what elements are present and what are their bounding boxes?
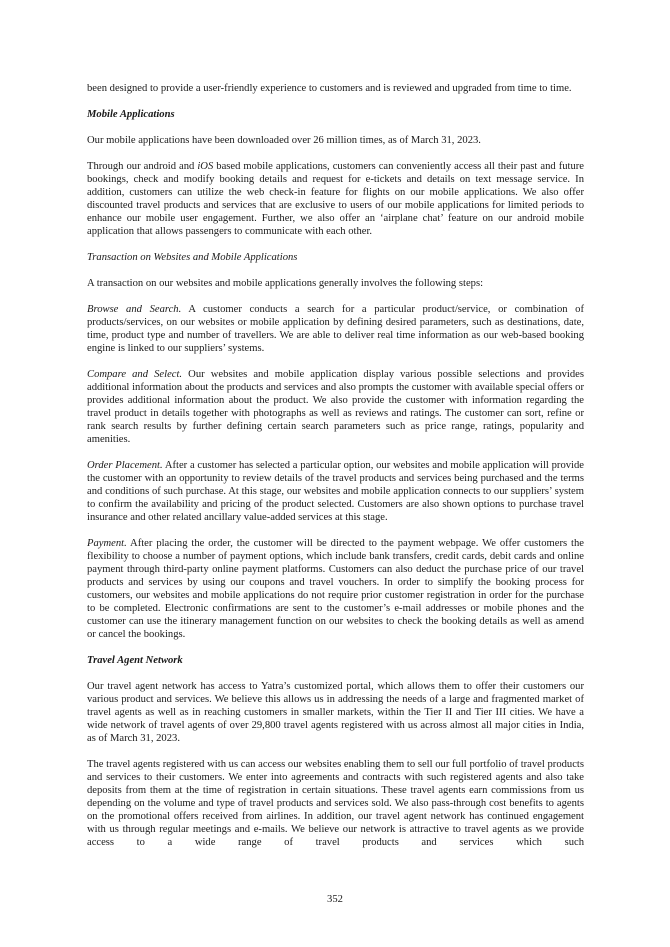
- text: Our websites and mobile application display various possible selections and provides additional information about the products and services and also prompts the customer with available special offers or provides additional information about the product. We also provide the customer with information regarding the travel product in details together with photographs as well as reviews and ratings. The customer can sort, refine or rank search results by further defining certain search parameters such as price range, ratings, popularity and amenities.: [87, 369, 584, 445]
- lead-in: Payment.: [87, 538, 127, 549]
- heading-mobile-applications: Mobile Applications: [87, 109, 175, 120]
- page-number: 352: [327, 894, 343, 905]
- text: After placing the order, the customer will be directed to the payment webpage. We offer customers the flexibility to choose a number of payment options, which include bank transfers, credit cards, debit cards and online payment through third-party online payment platforms. Customers can also deduct the purchase price of our travel products and services by using our coupons and travel vouchers. In order to simplify the booking process for customers, our websites and mobile applications do not require prior customer registration in order for the purchase to be completed. Electronic confirmations are sent to the customer’s e-mail addresses or mobile phones and the customer can use the itinerary management function on our websites to check the booking details as well as amend or cancel the bookings.: [87, 538, 584, 640]
- paragraph-order-placement: [87, 459, 584, 524]
- paragraph-downloads: Our mobile applications have been downloaded over 26 million times, as of March 31, 2023.: [87, 135, 481, 146]
- paragraph-agent-registration: The travel agents registered with us can access our websites enabling them to sell our full portfolio of travel products and services to their customers. We enter into agreements and contracts with such registered agents and also take deposits from them at the time of registration in certain situations. These travel agents earn commissions from us depending on the volume and type of travel products and services sold. We also pass-through cost benefits to agents on the promotional offers received from airlines. In addition, our travel agent network has continued engagement with us through regular meetings and e-mails. We believe our network is attractive to travel agents as we provide access to a wide range of travel products and services which such: [87, 759, 584, 848]
- paragraph-agent-portal: Our travel agent network has access to Yatra’s customized portal, which allows them to offer their customers our various product and services. We believe this allows us in addressing the needs of a large and fragmented market of travel agents as well as in reaching customers in smaller markets, within the Tier II and Tier III cities. We have a wide network of travel agents of over 29,800 travel agents registered with us across almost all major cities in India, as of March 31, 2023.: [87, 681, 584, 744]
- ios-term: iOS: [197, 161, 214, 172]
- paragraph-browse-search: [87, 303, 584, 355]
- paragraph-intro-continued: been designed to provide a user-friendly experience to customers and is reviewed and upgraded from time to time.: [87, 83, 572, 94]
- heading-travel-agent-network: Travel Agent Network: [87, 655, 183, 666]
- lead-in: Browse and Search.: [87, 304, 182, 315]
- paragraph-compare-select: [87, 368, 584, 446]
- document-body: [87, 82, 584, 862]
- heading-transaction: Transaction on Websites and Mobile Applications: [87, 252, 298, 263]
- paragraph-payment: [87, 537, 584, 641]
- lead-in: Compare and Select.: [87, 369, 183, 380]
- lead-in: Order Placement.: [87, 460, 163, 471]
- paragraph-transaction-intro: A transaction on our websites and mobile applications generally involves the following steps:: [87, 278, 484, 289]
- text: A customer conducts a search for a particular product/service, or combination of products/services, on our websites or mobile application by defining desired parameters, such as destinations, date, time, product type and number of travellers. We are able to deliver real time information as our web-based booking engine is linked to our suppliers’ systems.: [87, 304, 585, 354]
- text: Through our android and: [87, 161, 198, 172]
- text: based mobile applications, customers can conveniently access all their past and future bookings, check and modify booking details and request for e-tickets and details on text message service. In addition, customers can utilize the web check-in feature for flights on our mobile applications. We also offer discounted travel products and services that are exclusive to users of our mobile applications for limited periods to enhance our mobile user engagement. Further, we also offer an ‘airplane chat’ feature on our android mobile application that allows passengers to communicate with each other.: [87, 161, 584, 237]
- text: After a customer has selected a particular option, our websites and mobile application will provide the customer with an opportunity to review details of the travel products and services being purchased and the terms and conditions of such purchase. At this stage, our websites and mobile application connects to our suppliers’ system to confirm the availability and pricing of the product selected. Customers are also shown options to purchase travel insurance and other related ancillary value-added services at this stage.: [87, 460, 584, 523]
- paragraph-mobile-features: [87, 160, 584, 238]
